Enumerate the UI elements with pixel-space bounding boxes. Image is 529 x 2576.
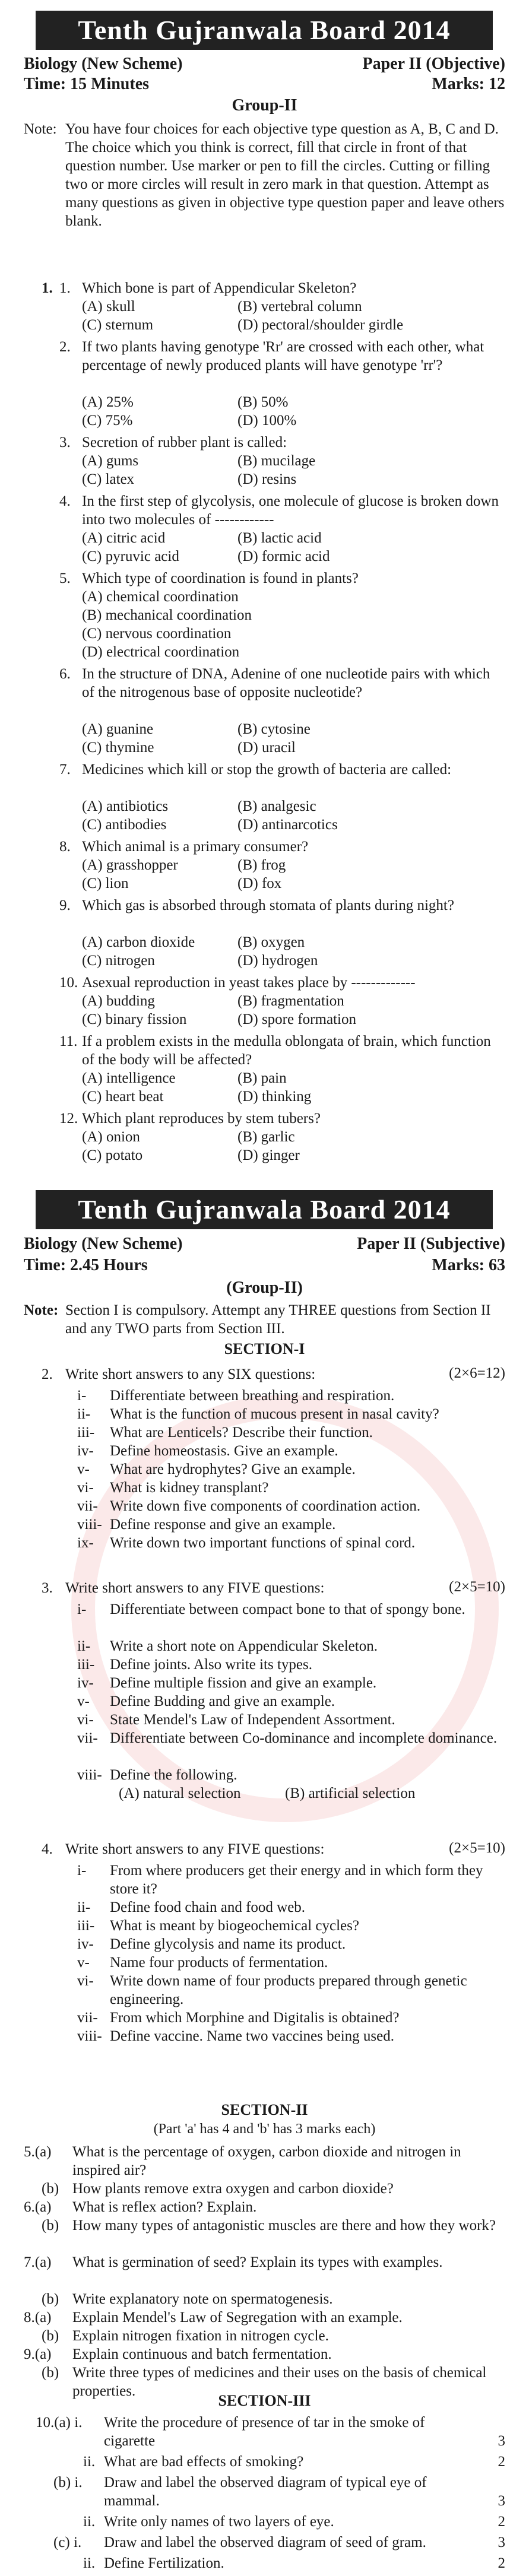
long-question-number: (b) <box>42 2181 59 2197</box>
mcq-option: (D) fox <box>237 875 282 892</box>
mcq-option: (B) garlic <box>237 1129 295 1145</box>
long-question-text: How plants remove extra oxygen and carbon dioxide? <box>72 2181 394 2197</box>
long-question-number: 9.(a) <box>24 2346 52 2362</box>
mcq-option: (D) electrical coordination <box>82 644 240 660</box>
item-text: Differentiate between compact bone to that of spongy bone. <box>110 1601 465 1617</box>
mcq-option: (D) uracil <box>237 740 296 756</box>
selection-option: (A) natural selection <box>119 1785 241 1801</box>
item-number: vi- <box>77 1712 94 1728</box>
mcq-option: (C) antibodies <box>82 817 167 833</box>
long-question-number: 6.(a) <box>24 2199 52 2215</box>
item-number: iv- <box>77 1443 94 1459</box>
mcq-number: 3. <box>59 434 71 451</box>
long-question <box>24 2308 505 2327</box>
item-number: v- <box>77 1461 90 1477</box>
long-question <box>24 2143 505 2180</box>
mcq-text: Secretion of rubber plant is called: <box>82 434 287 451</box>
item-text: Differentiate between breathing and respiration. <box>110 1388 395 1404</box>
mcq-option: (C) heart beat <box>82 1089 164 1105</box>
short-question-item <box>77 1497 505 1515</box>
long-question-number: 7.(a) <box>24 2254 52 2270</box>
mcq-question <box>59 338 505 375</box>
item-number: vii- <box>77 1498 98 1514</box>
question-number: 1. <box>42 280 53 296</box>
mcq-option: (B) fragmentation <box>237 993 344 1009</box>
mcq-text: Which animal is a primary consumer? <box>82 839 309 855</box>
short-question-item <box>77 1917 505 1935</box>
mcq-number: 12. <box>59 1111 78 1127</box>
item-text: Define joints. Also write its types. <box>110 1657 312 1673</box>
instructions-note-2 <box>24 1301 505 1338</box>
item-text: Define multiple fission and give an example. <box>110 1675 377 1691</box>
mcq-question <box>59 1109 505 1128</box>
mcq-number: 8. <box>59 839 71 855</box>
item-text: What are Lenticels? Describe their function. <box>110 1425 373 1441</box>
short-question-number: 4. <box>42 1841 53 1857</box>
board-banner-2: Tenth Gujranwala Board 2014 <box>36 1190 493 1229</box>
practical-marks: 2 <box>498 2454 505 2470</box>
item-text: What is meant by biogeochemical cycles? <box>110 1918 359 1934</box>
mcq-option: (C) binary fission <box>82 1011 187 1027</box>
long-question <box>24 2216 505 2235</box>
mcq-option: (B) cytosine <box>237 721 311 737</box>
mcq-option: (C) potato <box>82 1147 143 1163</box>
short-question-marks: (2×6=12) <box>449 1365 505 1381</box>
item-number: vi- <box>77 1480 94 1496</box>
mcq-number: 6. <box>59 666 71 682</box>
practical-marks: 2 <box>498 2555 505 2571</box>
item-text: Differentiate between Co-dominance and incomplete dominance. <box>110 1730 498 1746</box>
mcq-text: Asexual reproduction in yeast takes place by ------------- <box>82 975 416 991</box>
short-question-item <box>77 2009 505 2027</box>
mcq-option: (C) 75% <box>82 413 133 429</box>
paper-label-2: Paper II (Subjective) <box>357 1235 505 1253</box>
mcq-number: 5. <box>59 570 71 586</box>
mcq-option: (D) spore formation <box>237 1011 356 1027</box>
section-2-heading: SECTION-II <box>221 2101 308 2118</box>
item-number: ii- <box>77 1406 91 1422</box>
mcq-option: (C) lion <box>82 875 129 892</box>
note-text: You have four choices for each objective type question as A, B, C and D. The choice which you think is correct, fill that circle in front of that question number. Use marker or pen to fill the circles. Cutting or filling two or more circles will result in zero mark in that question. Attempt as many questions as given in objective type question paper and leave others blank. <box>65 121 505 229</box>
item-text: From which Morphine and Digitalis is obtained? <box>110 2010 400 2026</box>
practical-marks: 2 <box>498 2514 505 2530</box>
mcq-option: (A) carbon dioxide <box>82 934 195 950</box>
mcq-text: Which plant reproduces by stem tubers? <box>82 1111 321 1127</box>
item-text: What is kidney transplant? <box>110 1480 269 1496</box>
long-question <box>24 2180 505 2198</box>
mcq-option: (D) pectoral/shoulder girdle <box>237 317 404 333</box>
long-question <box>24 2345 505 2364</box>
instructions-note <box>24 120 505 230</box>
item-text: Define the following. <box>110 1767 237 1783</box>
item-text: Name four products of fermentation. <box>110 1955 328 1971</box>
mcq-option: (D) ginger <box>237 1147 300 1163</box>
item-number: iii- <box>77 1657 95 1673</box>
item-text: Define food chain and food web. <box>110 1899 306 1915</box>
mcq-option: (A) 25% <box>82 394 134 410</box>
mcq-option: (A) guanine <box>82 721 154 737</box>
mcq-option: (B) mechanical coordination <box>82 607 252 623</box>
mcq-option: (A) skull <box>82 299 135 315</box>
mcq-option: (D) thinking <box>237 1089 312 1105</box>
selection-option: (B) artificial selection <box>285 1785 416 1801</box>
long-question-number: 5.(a) <box>24 2144 52 2160</box>
item-number: ix- <box>77 1535 94 1551</box>
marks-label: Marks: 12 <box>432 75 505 93</box>
short-question-text: Write short answers to any FIVE questions: <box>65 1841 325 1857</box>
mcq-option: (A) onion <box>82 1129 140 1145</box>
long-question-number: (b) <box>42 2365 59 2381</box>
mcq-number: 9. <box>59 897 71 913</box>
mcq-option: (B) lactic acid <box>237 530 322 546</box>
short-question-item <box>77 1637 505 1655</box>
item-number: vii- <box>77 2010 98 2026</box>
long-question-number: 8.(a) <box>24 2309 52 2326</box>
mcq-option: (D) resins <box>237 471 297 487</box>
short-question-item <box>77 1479 505 1497</box>
long-question-text: Write three types of medicines and their uses on the basis of chemical properties. <box>72 2365 487 2399</box>
item-number: ii- <box>77 1638 91 1654</box>
mcq-option: (B) mucilage <box>237 453 316 469</box>
short-question-item <box>77 1953 505 1972</box>
short-question-text: Write short answers to any SIX questions: <box>65 1366 316 1382</box>
marks-label-2: Marks: 63 <box>432 1256 505 1274</box>
short-question-item <box>77 1972 505 2009</box>
item-number: viii- <box>77 2028 102 2044</box>
short-question-item <box>77 1387 505 1405</box>
mcq-option: (B) frog <box>237 857 286 873</box>
mcq-question <box>59 973 505 992</box>
paper-label: Paper II (Objective) <box>362 55 505 73</box>
long-question <box>24 2327 505 2345</box>
mcq-option: (D) 100% <box>237 413 297 429</box>
mcq-question <box>59 837 505 856</box>
short-question-item <box>77 1534 505 1552</box>
item-text: What is the function of mucous present in nasal cavity? <box>110 1406 439 1422</box>
practical-number: 10.(a) i. <box>36 2415 83 2431</box>
short-question-item <box>77 1442 505 1460</box>
section-2-note: (Part 'a' has 4 and 'b' has 3 marks each) <box>153 2121 376 2137</box>
practical-marks: 3 <box>498 2433 505 2449</box>
item-number: iv- <box>77 1936 94 1952</box>
short-question-item <box>77 1600 505 1619</box>
mcq-text: In the structure of DNA, Adenine of one nucleotide pairs with which of the nitrogenous base of opposite nucleotide? <box>82 666 490 700</box>
mcq-option: (B) oxygen <box>237 934 305 950</box>
board-banner: Tenth Gujranwala Board 2014 <box>36 11 493 50</box>
practical-text: Write the procedure of presence of tar in the smoke of cigarette <box>104 2415 425 2449</box>
item-text: Define vaccine. Name two vaccines being used. <box>110 2028 394 2044</box>
long-question-text: Explain continuous and batch fermentation. <box>72 2346 332 2362</box>
time-label: Time: 15 Minutes <box>24 75 150 93</box>
item-number: iv- <box>77 1675 94 1691</box>
mcq-option: (C) nitrogen <box>82 953 155 969</box>
mcq-option: (C) pyruvic acid <box>82 548 179 564</box>
short-question-item <box>77 1515 505 1534</box>
short-question-item <box>77 1674 505 1692</box>
mcq-question <box>59 1032 505 1069</box>
mcq-option: (A) grasshopper <box>82 857 178 873</box>
mcq-option: (A) citric acid <box>82 530 166 546</box>
short-question-item <box>77 1423 505 1442</box>
note-label-2: Note: <box>24 1302 59 1318</box>
long-question-text: Write explanatory note on spermatogenesis. <box>72 2291 333 2307</box>
section-3-heading: SECTION-III <box>218 2392 311 2409</box>
mcq-option: (A) intelligence <box>82 1070 176 1086</box>
mcq-text: Medicines which kill or stop the growth of bacteria are called: <box>82 762 452 778</box>
item-text: State Mendel's Law of Independent Assortment. <box>110 1712 395 1728</box>
mcq-option: (C) thymine <box>82 740 154 756</box>
short-question-marks: (2×5=10) <box>449 1840 505 1856</box>
item-text: Define homeostasis. Give an example. <box>110 1443 338 1459</box>
mcq-number: 10. <box>59 975 78 991</box>
mcq-option: (A) antibiotics <box>82 798 169 814</box>
item-number: ii- <box>77 1899 91 1915</box>
item-number: i- <box>77 1863 87 1879</box>
short-question-item <box>77 1405 505 1423</box>
subject-label-2: Biology (New Scheme) <box>24 1235 183 1253</box>
mcq-question <box>59 760 505 779</box>
practical-text: Write only names of two layers of eye. <box>104 2514 334 2530</box>
long-question-number: (b) <box>42 2328 59 2344</box>
mcq-option: (D) formic acid <box>237 548 330 564</box>
short-question-number: 2. <box>42 1366 53 1382</box>
practical-number: ii. <box>83 2555 96 2571</box>
short-question-marks: (2×5=10) <box>449 1579 505 1595</box>
short-question-item <box>77 1692 505 1711</box>
practical-text: Draw and label the observed diagram of seed of gram. <box>104 2534 426 2550</box>
item-number: vi- <box>77 1973 94 1989</box>
mcq-number: 1. <box>59 280 71 296</box>
subject-label: Biology (New Scheme) <box>24 55 183 73</box>
item-number: viii- <box>77 1767 102 1783</box>
item-number: iii- <box>77 1918 95 1934</box>
item-number: vii- <box>77 1730 98 1746</box>
mcq-question <box>59 279 505 297</box>
long-question-text: Explain Mendel's Law of Segregation with an example. <box>72 2309 403 2326</box>
practical-number: (b) i. <box>53 2475 83 2491</box>
short-question-item <box>77 1460 505 1479</box>
mcq-option: (B) analgesic <box>237 798 316 814</box>
short-question-item <box>77 1898 505 1917</box>
mcq-option: (B) vertebral column <box>237 299 362 315</box>
mcq-option: (B) 50% <box>237 394 289 410</box>
mcq-text: Which bone is part of Appendicular Skeleton? <box>82 280 357 296</box>
long-question-text: Explain nitrogen fixation in nitrogen cycle. <box>72 2328 329 2344</box>
group-heading-2: (Group-II) <box>226 1279 303 1297</box>
item-text: Write down name of four products prepared through genetic engineering. <box>110 1973 467 2007</box>
long-question-text: What is germination of seed? Explain its types with examples. <box>72 2254 443 2270</box>
mcq-text: Which gas is absorbed through stomata of plants during night? <box>82 897 454 913</box>
mcq-number: 11. <box>59 1033 78 1049</box>
long-question <box>24 2290 505 2308</box>
mcq-question <box>59 569 505 588</box>
short-question-item <box>77 1711 505 1729</box>
mcq-option: (D) hydrogen <box>237 953 318 969</box>
mcq-option: (A) chemical coordination <box>82 589 239 605</box>
long-question-number: (b) <box>42 2217 59 2234</box>
note-label: Note: <box>24 121 57 137</box>
mcq-text: If two plants having genotype 'Rr' are crossed with each other, what percentage of newly produced plants will have genotype 'rr'? <box>82 339 484 373</box>
mcq-option: (C) latex <box>82 471 135 487</box>
long-question <box>24 2198 505 2216</box>
item-number: i- <box>77 1601 87 1617</box>
item-number: viii- <box>77 1517 102 1533</box>
item-text: Write down five components of coordination action. <box>110 1498 421 1514</box>
short-question-number: 3. <box>42 1580 53 1596</box>
short-question-text: Write short answers to any FIVE questions: <box>65 1580 325 1596</box>
practical-marks: 3 <box>498 2493 505 2509</box>
mcq-option: (A) gums <box>82 453 139 469</box>
short-question-item <box>77 1935 505 1953</box>
item-text: Define response and give an example. <box>110 1517 336 1533</box>
long-question-text: What is reflex action? Explain. <box>72 2199 257 2215</box>
practical-number: ii. <box>83 2514 96 2530</box>
long-question-number: (b) <box>42 2291 59 2307</box>
mcq-text: In the first step of glycolysis, one molecule of glucose is broken down into two molecules of ------------ <box>82 493 499 528</box>
item-number: v- <box>77 1955 90 1971</box>
mcq-option: (A) budding <box>82 993 155 1009</box>
item-text: What are hydrophytes? Give an example. <box>110 1461 356 1477</box>
mcq-question <box>59 665 505 702</box>
item-text: From where producers get their energy and in which form they store it? <box>110 1863 483 1897</box>
item-number: v- <box>77 1693 90 1709</box>
mcq-option: (B) pain <box>237 1070 287 1086</box>
mcq-number: 2. <box>59 339 71 355</box>
mcq-number: 4. <box>59 493 71 509</box>
item-number: i- <box>77 1388 87 1404</box>
long-question-text: How many types of antagonistic muscles are there and how they work? <box>72 2217 496 2234</box>
mcq-question <box>59 492 505 529</box>
mcq-text: Which type of coordination is found in plants? <box>82 570 359 586</box>
short-question-item <box>77 1861 505 1898</box>
item-number: iii- <box>77 1425 95 1441</box>
group-heading: Group-II <box>232 96 297 115</box>
item-text: Define glycolysis and name its product. <box>110 1936 346 1952</box>
short-question-item <box>77 2027 505 2045</box>
practical-number: ii. <box>83 2454 96 2470</box>
section-1-heading: SECTION-I <box>224 1340 305 1357</box>
mcq-text: If a problem exists in the medulla oblongata of brain, which function of the body will be affected? <box>82 1033 491 1068</box>
practical-text: Define Fertilization. <box>104 2555 224 2571</box>
long-question <box>24 2253 505 2272</box>
mcq-question <box>59 433 505 452</box>
mcq-option: (D) antinarcotics <box>237 817 338 833</box>
practical-marks: 3 <box>498 2534 505 2550</box>
short-question-item <box>77 1766 505 1784</box>
item-text: Write down two important functions of spinal cord. <box>110 1535 416 1551</box>
time-label-2: Time: 2.45 Hours <box>24 1256 148 1274</box>
item-text: Define Budding and give an example. <box>110 1693 335 1709</box>
practical-text: What are bad effects of smoking? <box>104 2454 304 2470</box>
practical-text: Draw and label the observed diagram of typical eye of mammal. <box>104 2475 427 2509</box>
mcq-option: (C) nervous coordination <box>82 626 232 642</box>
note-text-2: Section I is compulsory. Attempt any THREE questions from Section II and any TWO parts from Section III. <box>65 1302 491 1337</box>
item-text: Write a short note on Appendicular Skeleton. <box>110 1638 378 1654</box>
mcq-question <box>59 896 505 915</box>
short-question-item <box>77 1655 505 1674</box>
mcq-number: 7. <box>59 762 71 778</box>
short-question-item <box>77 1729 505 1747</box>
long-question-text: What is the percentage of oxygen, carbon dioxide and nitrogen in inspired air? <box>72 2144 461 2178</box>
mcq-option: (C) sternum <box>82 317 154 333</box>
practical-number: (c) i. <box>53 2534 82 2550</box>
